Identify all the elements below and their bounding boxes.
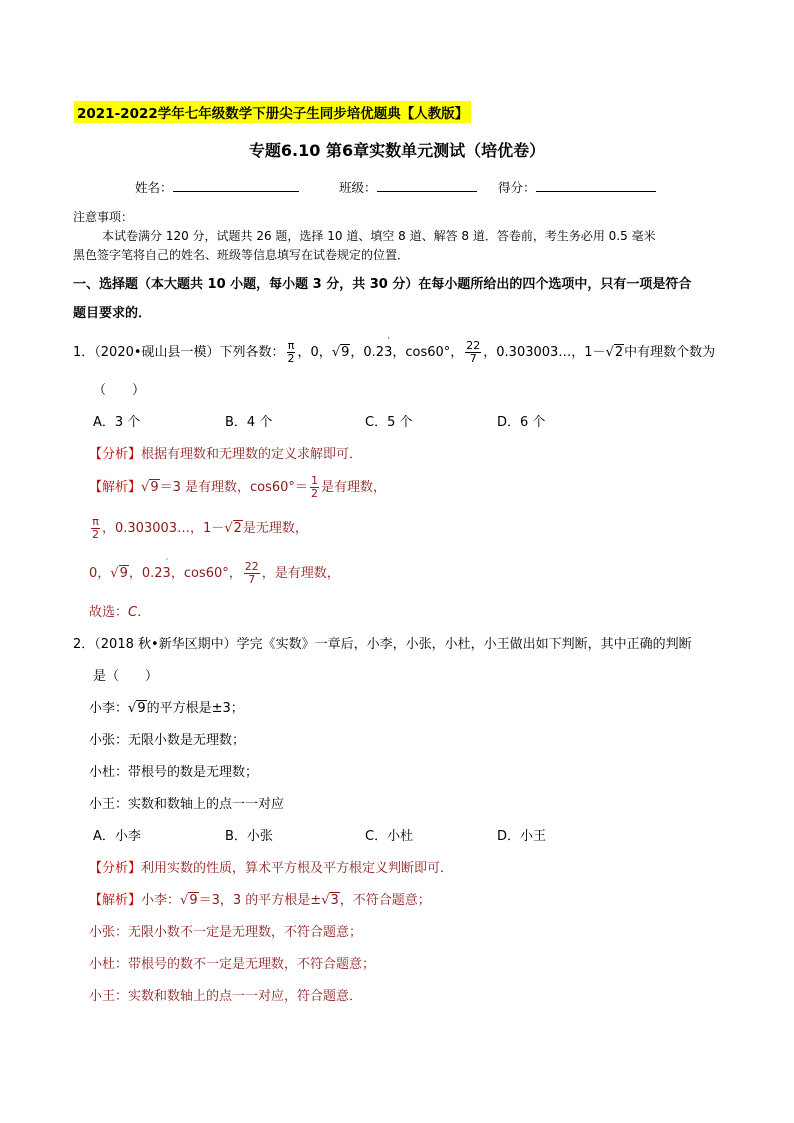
q1-option-b[interactable]: B．4 个 (225, 415, 273, 430)
class-field[interactable] (339, 178, 477, 196)
q1-sqrt-2: √2 (605, 345, 624, 360)
q2-statement-wang: 小王：实数和数轴上的点一一对应 (89, 797, 285, 812)
q1-solution-tag: 【解析】 (89, 480, 142, 495)
q1-analysis-tag: 【分析】 (89, 447, 142, 462)
q2-option-c[interactable]: C．小杜 (365, 829, 414, 844)
q2-analysis: 【分析】利用实数的性质，算术平方根及平方根定义判断即可． (89, 861, 454, 876)
q1-22-over-7: $\frac{22}{7}$ (466, 339, 481, 365)
name-blank[interactable] (173, 179, 299, 192)
q1-sqrt-9: √9 (331, 345, 350, 360)
q1-solution-line-1: 【解析】√9＝3 是有理数，cos60°＝ $\frac{1}{2}$ 是有理数， (89, 474, 386, 500)
q2-option-a[interactable]: A．小李 (93, 829, 141, 844)
class-label: 班级： (339, 180, 377, 195)
q2-statement-li: 小李：√9的平方根是±3； (89, 701, 244, 716)
q2-solution-zhang: 小张：无限小数不一定是无理数，不符合题意； (89, 925, 363, 940)
class-blank[interactable] (377, 179, 477, 192)
q2-stem-line-1: 2．（2018 秋•新华区期中）学完《实数》一章后，小李，小张，小杜，小王做出如下判断，其中正确的判断 (73, 637, 692, 652)
q2-analysis-tag: 【分析】 (89, 861, 142, 876)
name-label: 姓名： (135, 180, 173, 195)
q2-solution-wang: 小王：实数和数轴上的点一一对应，符合题意． (89, 989, 363, 1004)
section-heading-line-2: 题目要求的． (73, 306, 152, 321)
q1-option-d[interactable]: D．6 个 (497, 415, 546, 430)
notice-line-1: 本试卷满分 120 分，试题共 26 题，选择 10 道、填空 8 道、解答 8 道．答卷前，考生务必用 0.5 毫米 (102, 229, 656, 243)
q2-option-d[interactable]: D．小王 (497, 829, 547, 844)
q1-analysis: 【分析】根据有理数和无理数的定义求解即可． (89, 447, 363, 462)
q2-statement-zhang: 小张：无限小数是无理数； (89, 733, 246, 748)
q1-answer: 故选：C． (89, 605, 151, 620)
q1-prefix: 1．（2020•砚山县一模）下列各数： (73, 345, 285, 360)
notice-label: 注意事项： (73, 210, 134, 224)
q2-statement-du: 小杜：带根号的数是无理数； (89, 765, 259, 780)
q1-option-a[interactable]: A．3 个 (93, 415, 141, 430)
q2-solution-line-1: 【解析】小李：√9＝3，3 的平方根是±√3，不符合题意； (89, 893, 431, 908)
header-banner: 2021-2022学年七年级数学下册尖子生同步培优题典【人教版】 (74, 101, 471, 123)
score-label: 得分： (498, 180, 536, 195)
q1-option-c[interactable]: C．5 个 (365, 415, 413, 430)
q2-solution-du: 小杜：带根号的数不一定是无理数，不符合题意； (89, 957, 376, 972)
q2-stem-line-2: 是（ ） (93, 669, 159, 684)
q1-stem: 1．（2020•砚山县一模）下列各数： $\frac{\pi}{2}$ ，0，√9，0.23 ˙ ，cos60°， $\frac{22}{7}$ ，0.303003…，1－√2中有理数个数为 (73, 337, 716, 365)
notice-line-2: 黑色签字笔将自己的姓名、班级等信息填写在试卷规定的位置． (73, 248, 410, 262)
q1-solution-line-3: 0，√9，0.23 ˙ ，cos60°， $\frac{22}{7}$ ，是有理数， (89, 558, 340, 586)
page-title: 专题6.10 第6章实数单元测试（培优卷） (248, 141, 546, 160)
name-field[interactable] (135, 178, 299, 196)
section-heading-line-1: 一、选择题（本大题共 10 小题，每小题 3 分，共 30 分）在每小题所给出的四个选项中，只有一项是符合 (73, 277, 692, 292)
q2-option-b[interactable]: B．小张 (225, 829, 273, 844)
q1-pi-over-2: $\frac{\pi}{2}$ (287, 339, 295, 365)
q1-solution-line-2: $\frac{\pi}{2}$ ，0.303003…，1－√2是无理数， (92, 515, 308, 541)
score-field[interactable] (498, 178, 656, 196)
score-blank[interactable] (536, 179, 656, 192)
q2-solution-tag: 【解析】 (89, 893, 142, 908)
q1-paren: （ ） (93, 383, 146, 398)
